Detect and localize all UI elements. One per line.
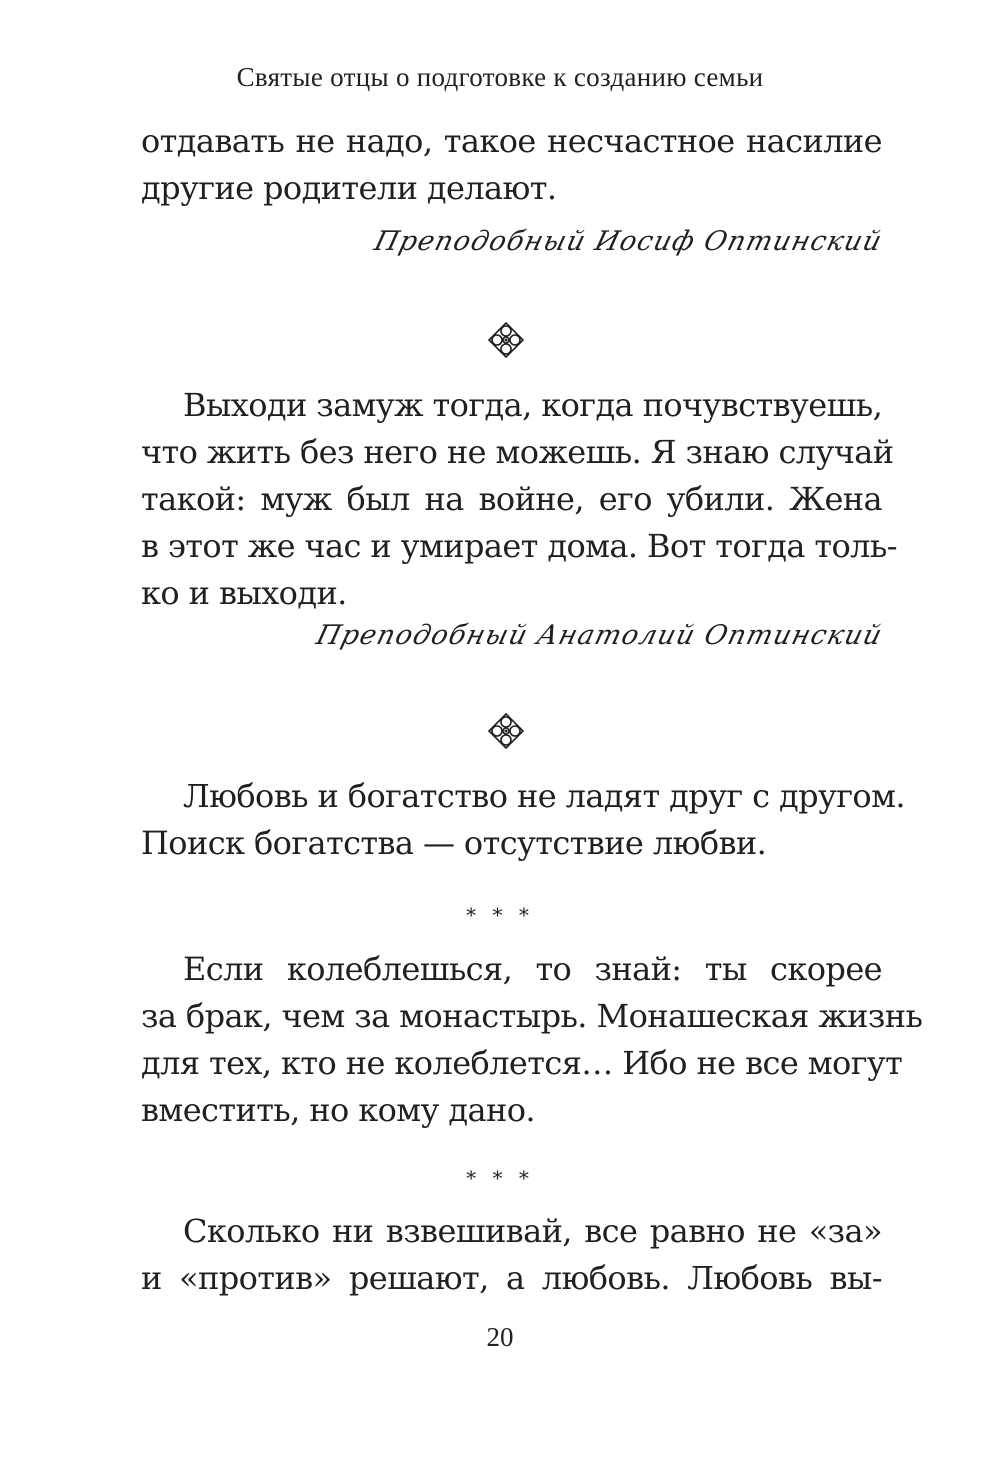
paragraph-1 [141, 118, 882, 212]
signature-anatoly: Преподобный Анатолий Оптинский [313, 620, 886, 651]
text-line: Поиск богатства — отсутствие любви. [141, 824, 767, 862]
text-line: и «против» решают, а любовь. Любовь вы- [141, 1259, 882, 1297]
paragraph-3 [141, 773, 905, 867]
section-stars: * * * [466, 903, 534, 927]
section-stars: * * * [466, 1166, 534, 1190]
text-line: Любовь и богатство не ладят друг с другом. [183, 777, 905, 815]
text-line: Выходи замуж тогда, когда почувствуешь, [183, 386, 883, 424]
knot-ornament-icon [486, 320, 526, 360]
page-number: 20 [486, 1322, 514, 1352]
text-line: Если колеблешься, то знай: ты скорее [183, 950, 882, 988]
text-line: Сколько ни взвешивай, все равно не «за» [183, 1212, 882, 1250]
text-line: другие родители делают. [141, 169, 557, 207]
text-line: за брак, чем за монастырь. Монашеская жизнь [141, 997, 923, 1035]
text-line: для тех, кто не колеблется… Ибо не все могут [141, 1044, 903, 1082]
knot-ornament-icon [486, 711, 526, 751]
text-line: что жить без него не можешь. Я знаю случай [141, 433, 894, 471]
paragraph-2 [141, 382, 897, 617]
paragraph-4 [141, 946, 923, 1134]
text-line: ко и выходи. [141, 574, 347, 612]
text-line: такой: муж был на войне, его убили. Жена [141, 480, 882, 518]
text-line: вместить, но кому дано. [141, 1091, 535, 1129]
text-line: в этот же час и умирает дома. Вот тогда толь- [141, 527, 897, 565]
signature-iosif: Преподобный Иосиф Оптинский [371, 226, 886, 257]
text-line: отдавать не надо, такое несчастное насилие [141, 122, 882, 160]
running-head: Святые отцы о подготовке к созданию семьи [236, 62, 764, 92]
paragraph-5 [141, 1208, 882, 1302]
